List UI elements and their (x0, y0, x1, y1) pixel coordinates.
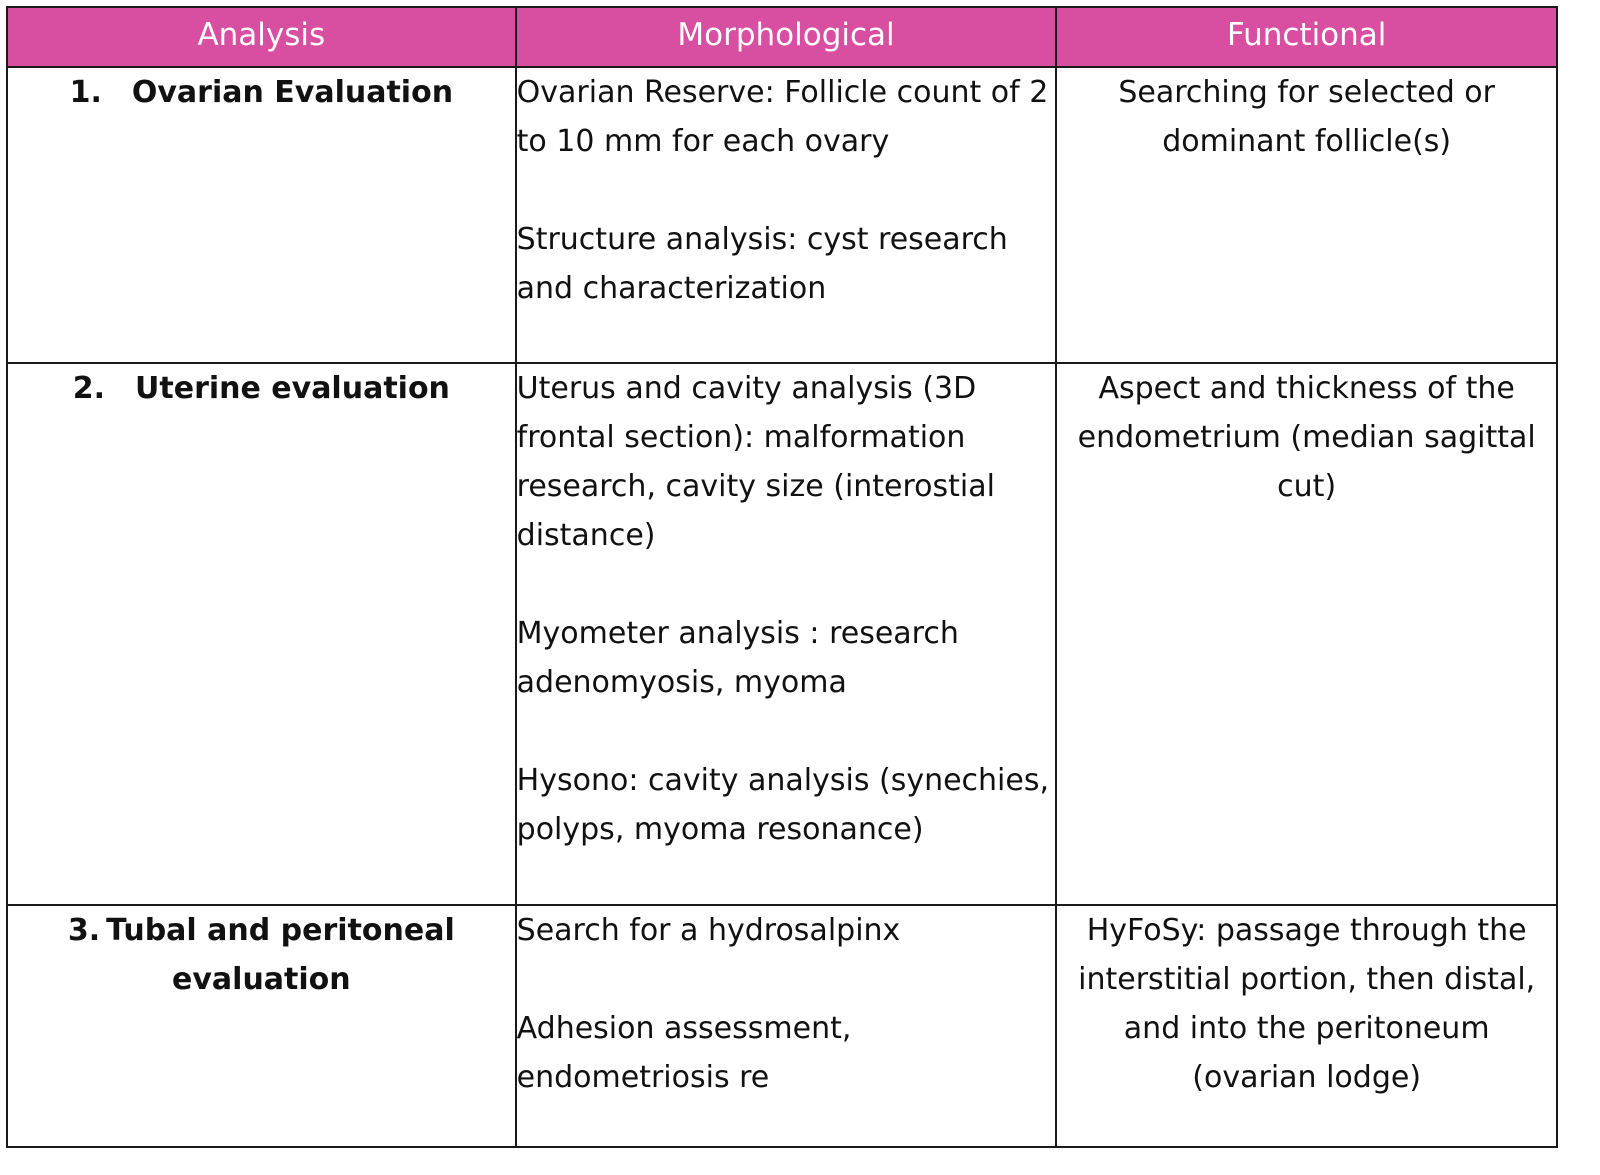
functional-cell (1056, 67, 1557, 363)
table-row-tubal (7, 905, 1557, 1147)
analysis-cell (7, 363, 516, 905)
morphological-text: Myometer analysis : research adenomyosis, myoma (516, 616, 959, 700)
analysis-cell (7, 905, 516, 1147)
functional-text: Aspect and thickness of the endometrium (median sagittal cut) (1077, 371, 1536, 504)
morphological-cell (516, 905, 1057, 1147)
header-morphological: Morphological (516, 7, 1057, 67)
header-analysis: Analysis (7, 7, 516, 67)
functional-cell (1056, 363, 1557, 905)
analysis-label: Uterine evaluation (135, 371, 450, 406)
analysis-label: Ovarian Evaluation (131, 75, 454, 110)
table-body (7, 67, 1557, 1147)
row-number: 2. (72, 371, 106, 406)
header-functional: Functional (1056, 7, 1557, 67)
morphological-cell (516, 67, 1057, 363)
morphological-text: Structure analysis: cyst research and characterization (516, 222, 1008, 306)
morphological-text: Hysono: cavity analysis (synechies, polyps, myoma resonance) (516, 763, 1050, 847)
analysis-label: Tubal and peritoneal evaluation (106, 913, 455, 997)
morphological-text: Ovarian Reserve: Follicle count of 2 to 10 mm for each ovary (516, 75, 1049, 159)
table-row-uterine (7, 363, 1557, 905)
functional-text: Searching for selected or dominant follicle(s) (1118, 75, 1495, 159)
table-row-ovarian (7, 67, 1557, 363)
functional-cell (1056, 905, 1557, 1147)
morphological-text: Uterus and cavity analysis (3D frontal section): malformation research, cavity size (interostial distance) (516, 371, 995, 553)
functional-text: HyFoSy: passage through the interstitial portion, then distal, and into the peritoneum (ovarian lodge) (1078, 913, 1536, 1095)
morphological-cell (516, 363, 1057, 905)
row-number: 3. (67, 913, 101, 948)
morphological-text: Adhesion assessment, endometriosis re (516, 1011, 852, 1095)
analysis-cell (7, 67, 516, 363)
evaluation-table (6, 6, 1558, 1148)
header-row (7, 7, 1557, 67)
row-number: 1. (69, 75, 102, 110)
morphological-text: Search for a hydrosalpinx (516, 913, 901, 948)
table-header (7, 7, 1557, 67)
